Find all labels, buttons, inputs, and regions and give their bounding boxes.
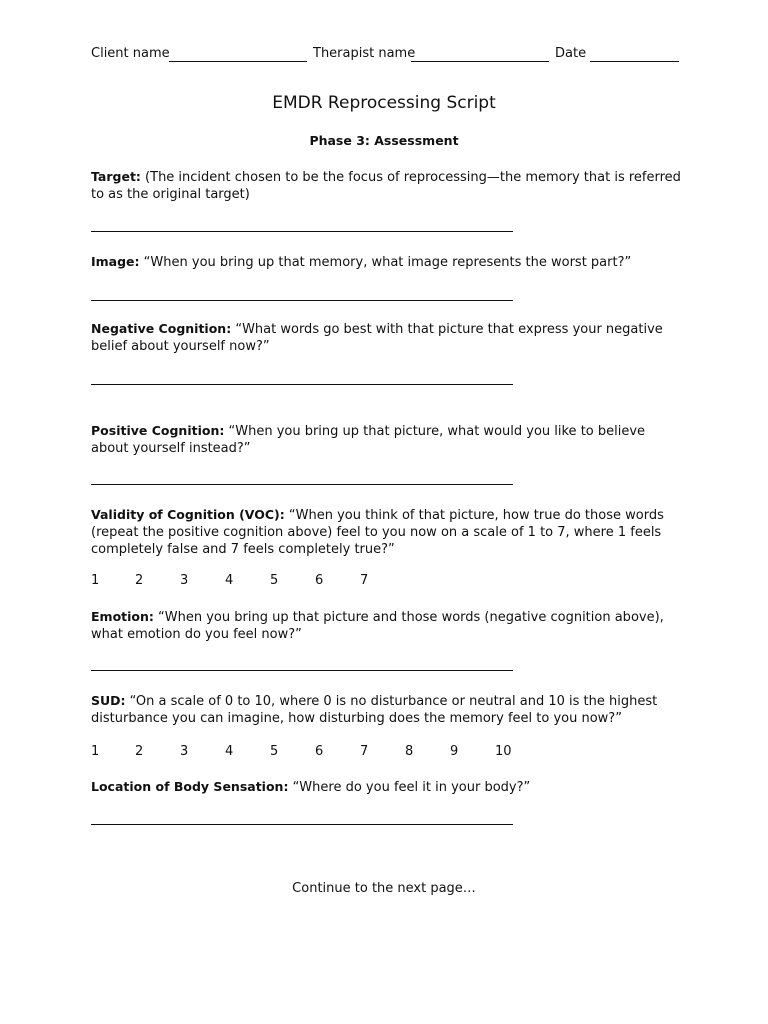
therapist-name-label: Therapist name — [313, 46, 416, 61]
emotion-answer-line[interactable] — [91, 670, 513, 671]
voc-text: “When you think of that picture, how true do those words (repeat the positive cognition above) feel to you now on a scale of 1 to 7, where 1 feels completely false and 7 feels completely true?” — [91, 508, 664, 557]
image-label: Image: — [91, 254, 140, 269]
sud-scale-option[interactable]: 8 — [405, 744, 414, 759]
target-prompt — [91, 168, 683, 203]
body-sensation-label: Location of Body Sensation: — [91, 779, 289, 794]
sud-scale-option[interactable]: 10 — [495, 744, 512, 759]
target-answer-line[interactable] — [91, 231, 513, 232]
positive-cognition-text: “When you bring up that picture, what would you like to believe about yourself instead?” — [91, 424, 646, 456]
sud-label: SUD: — [91, 693, 126, 708]
image-text: “When you bring up that memory, what image represents the worst part?” — [139, 255, 632, 270]
negative-cognition-answer-line[interactable] — [91, 384, 513, 385]
client-name-field[interactable] — [169, 61, 307, 62]
voc-scale-option[interactable]: 6 — [315, 573, 324, 588]
date-label: Date — [555, 46, 587, 61]
sud-prompt — [91, 692, 683, 727]
voc-scale-option[interactable]: 2 — [135, 573, 144, 588]
emotion-label: Emotion: — [91, 609, 154, 624]
voc-scale-option[interactable]: 1 — [91, 573, 100, 588]
voc-prompt — [91, 506, 683, 558]
voc-scale-option[interactable]: 5 — [270, 573, 279, 588]
sud-scale-option[interactable]: 1 — [91, 744, 100, 759]
sud-text: “On a scale of 0 to 10, where 0 is no disturbance or neutral and 10 is the highest disturbance you can imagine, how disturbing does the memory feel to you now?” — [91, 694, 658, 726]
voc-label: Validity of Cognition (VOC): — [91, 507, 285, 522]
body-sensation-text: “Where do you feel it in your body?” — [288, 780, 531, 795]
sud-scale-option[interactable]: 7 — [360, 744, 369, 759]
sud-scale-option[interactable]: 6 — [315, 744, 324, 759]
header-fields — [91, 46, 679, 64]
voc-scale-option[interactable]: 3 — [180, 573, 189, 588]
date-field[interactable] — [590, 61, 679, 62]
positive-cognition-answer-line[interactable] — [91, 484, 513, 485]
sud-scale-option[interactable]: 3 — [180, 744, 189, 759]
negative-cognition-text: “What words go best with that picture that express your negative belief about yourself now?” — [91, 322, 663, 354]
positive-cognition-label: Positive Cognition: — [91, 423, 225, 438]
continue-note: Continue to the next page… — [292, 881, 476, 896]
sud-scale-option[interactable]: 4 — [225, 744, 234, 759]
negative-cognition-prompt — [91, 320, 683, 355]
sud-scale-option[interactable]: 2 — [135, 744, 144, 759]
sud-scale-option[interactable]: 5 — [270, 744, 279, 759]
voc-scale-option[interactable]: 4 — [225, 573, 234, 588]
body-sensation-prompt — [91, 778, 683, 796]
sud-scale-option[interactable]: 9 — [450, 744, 459, 759]
emotion-prompt — [91, 608, 683, 643]
emotion-text: “When you bring up that picture and those words (negative cognition above), what emotion do you feel now?” — [91, 610, 664, 642]
image-prompt — [91, 253, 683, 271]
phase-heading: Phase 3: Assessment — [309, 133, 459, 148]
document-title: EMDR Reprocessing Script — [272, 93, 496, 113]
image-answer-line[interactable] — [91, 300, 513, 301]
voc-scale-option[interactable]: 7 — [360, 573, 369, 588]
client-name-label: Client name — [91, 46, 170, 61]
therapist-name-field[interactable] — [411, 61, 549, 62]
body-sensation-answer-line[interactable] — [91, 824, 513, 825]
target-text: (The incident chosen to be the focus of reprocessing—the memory that is referred to as the original target) — [91, 170, 681, 202]
negative-cognition-label: Negative Cognition: — [91, 321, 232, 336]
positive-cognition-prompt — [91, 422, 683, 457]
target-label: Target: — [91, 169, 141, 184]
